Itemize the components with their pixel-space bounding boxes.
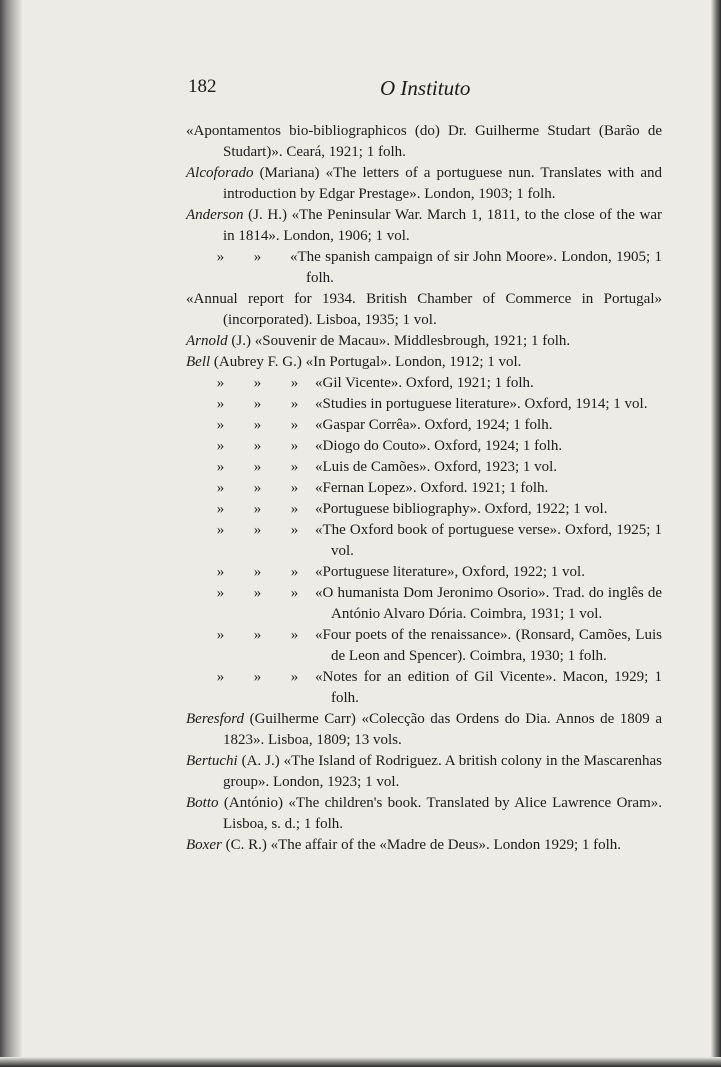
ditto-mark: » [290, 396, 299, 412]
ditto-mark: » [216, 564, 225, 580]
entry-text: (A. J.) «The Island of Rodriguez. A british colony in the Mascarenhas group». London, 1923; 1 vol. [223, 753, 662, 790]
entry-text: (Guilherme Carr) «Colecção das Ordens do Dia. Annos de 1809 a 1823». Lisboa, 1809; 13 vols. [223, 711, 662, 748]
ditto-marks [202, 667, 315, 688]
ditto-mark: » [216, 375, 225, 391]
ditto-mark: » [216, 627, 225, 643]
ditto-mark: » [253, 480, 262, 496]
bibliography-entry [186, 205, 662, 247]
bibliography-entry [186, 436, 662, 457]
ditto-mark: » [253, 249, 262, 265]
entry-text: «The spanish campaign of sir John Moore». London, 1905; 1 folh. [290, 249, 662, 286]
entry-text: «Diogo do Couto». Oxford, 1924; 1 folh. [315, 438, 563, 454]
entry-text: (Aubrey F. G.) «In Portugal». London, 1912; 1 vol. [210, 354, 522, 370]
bibliography-entry [186, 415, 662, 436]
ditto-marks [202, 457, 315, 478]
ditto-mark: » [253, 417, 262, 433]
bibliography-entry [186, 835, 662, 856]
ditto-mark: » [253, 564, 262, 580]
ditto-marks [202, 583, 315, 604]
ditto-mark: » [290, 438, 299, 454]
entry-text: «Apontamentos bio-bibliographicos (do) Dr. Guilherme Studart (Barão de Studart)». Ceará, 1921; 1 folh. [186, 123, 662, 160]
ditto-mark: » [253, 501, 262, 517]
entry-text: «Annual report for 1934. British Chamber of Commerce in Portugal» (incorporated). Lisboa, 1935; 1 vol. [186, 291, 662, 328]
ditto-marks [202, 415, 315, 436]
bibliography-entry [186, 667, 662, 709]
bibliography-entry [186, 562, 662, 583]
bibliography-entry [186, 289, 662, 331]
entry-text: «Portuguese bibliography». Oxford, 1922; 1 vol. [315, 501, 608, 517]
ditto-mark: » [216, 522, 225, 538]
ditto-mark: » [216, 459, 225, 475]
ditto-marks [202, 247, 290, 268]
bibliography-list [186, 121, 662, 856]
entry-author: Beresford [186, 711, 245, 727]
ditto-mark: » [290, 585, 299, 601]
page-number: 182 [188, 76, 217, 97]
entry-text: (Mariana) «The letters of a portuguese nun. Translates with and introduction by Edgar Prestage». London, 1903; 1 folh. [223, 165, 662, 202]
ditto-mark: » [216, 585, 225, 601]
ditto-marks [202, 436, 315, 457]
entry-text: «O humanista Dom Jeronimo Osorio». Trad. do inglês de António Alvaro Dória. Coimbra, 1931; 1 vol. [315, 585, 662, 622]
ditto-marks [202, 373, 315, 394]
ditto-marks [202, 394, 315, 415]
ditto-mark: » [216, 669, 225, 685]
bibliography-entry [186, 163, 662, 205]
entry-author: Bell [186, 354, 211, 370]
ditto-mark: » [290, 627, 299, 643]
ditto-mark: » [253, 459, 262, 475]
entry-text: (J.) «Souvenir de Macau». Middlesbrough, 1921; 1 folh. [227, 333, 571, 349]
entry-text: «Luis de Camões». Oxford, 1923; 1 vol. [315, 459, 558, 475]
ditto-mark: » [290, 480, 299, 496]
ditto-mark: » [290, 417, 299, 433]
entry-text: «Four poets of the renaissance». (Ronsard, Camões, Luis de Leon and Spencer). Coimbra, 1930; 1 folh. [315, 627, 662, 664]
ditto-mark: » [290, 459, 299, 475]
ditto-mark: » [253, 375, 262, 391]
entry-text: «Gaspar Corrêa». Oxford, 1924; 1 folh. [315, 417, 553, 433]
entry-text: «The Oxford book of portuguese verse». Oxford, 1925; 1 vol. [315, 522, 662, 559]
entry-author: Anderson [186, 207, 244, 223]
entry-text: «Fernan Lopez». Oxford. 1921; 1 folh. [315, 480, 549, 496]
ditto-mark: » [253, 396, 262, 412]
bibliography-entry [186, 373, 662, 394]
ditto-marks [202, 478, 315, 499]
ditto-mark: » [216, 438, 225, 454]
entry-text: «Notes for an edition of Gil Vicente». Macon, 1929; 1 folh. [315, 669, 662, 706]
bibliography-entry [186, 394, 662, 415]
ditto-marks [202, 562, 315, 583]
entry-text: (C. R.) «The affair of the «Madre de Deus». London 1929; 1 folh. [221, 837, 622, 853]
bibliography-entry [186, 625, 662, 667]
entry-text: «Gil Vicente». Oxford, 1921; 1 folh. [315, 375, 534, 391]
entry-author: Alcoforado [186, 165, 254, 181]
bibliography-entry [186, 583, 662, 625]
entry-text: «Portuguese literature», Oxford, 1922; 1 vol. [315, 564, 585, 580]
entry-author: Boxer [186, 837, 222, 853]
ditto-mark: » [253, 669, 262, 685]
ditto-mark: » [290, 375, 299, 391]
bibliography-entry [186, 751, 662, 793]
running-head: O Instituto [380, 76, 471, 100]
bibliography-entry [186, 352, 662, 373]
bibliography-entry [186, 499, 662, 520]
entry-author: Bertuchi [186, 753, 238, 769]
ditto-mark: » [253, 522, 262, 538]
ditto-mark: » [216, 501, 225, 517]
ditto-mark: » [253, 438, 262, 454]
entry-author: Botto [186, 795, 219, 811]
bibliography-entry [186, 709, 662, 751]
entry-author: Arnold [186, 333, 228, 349]
ditto-marks [202, 520, 315, 541]
ditto-mark: » [290, 501, 299, 517]
ditto-mark: » [253, 585, 262, 601]
ditto-mark: » [216, 480, 225, 496]
ditto-marks [202, 499, 315, 520]
bibliography-entry [186, 478, 662, 499]
ditto-mark: » [253, 627, 262, 643]
ditto-mark: » [290, 669, 299, 685]
entry-text: (J. H.) «The Peninsular War. March 1, 1811, to the close of the war in 1814». London, 1906; 1 vol. [223, 207, 662, 244]
entry-text: «Studies in portuguese literature». Oxford, 1914; 1 vol. [315, 396, 648, 412]
ditto-mark: » [216, 396, 225, 412]
entry-text: (António) «The children's book. Translated by Alice Lawrence Oram». Lisboa, s. d.; 1 folh. [218, 795, 662, 832]
bibliography-entry [186, 247, 662, 289]
ditto-mark: » [290, 522, 299, 538]
bibliography-entry [186, 457, 662, 478]
bibliography-entry [186, 520, 662, 562]
bibliography-entry [186, 121, 662, 163]
ditto-mark: » [290, 564, 299, 580]
bibliography-entry [186, 331, 662, 352]
ditto-mark: » [216, 417, 225, 433]
bibliography-entry [186, 793, 662, 835]
ditto-marks [202, 625, 315, 646]
ditto-mark: » [216, 249, 225, 265]
